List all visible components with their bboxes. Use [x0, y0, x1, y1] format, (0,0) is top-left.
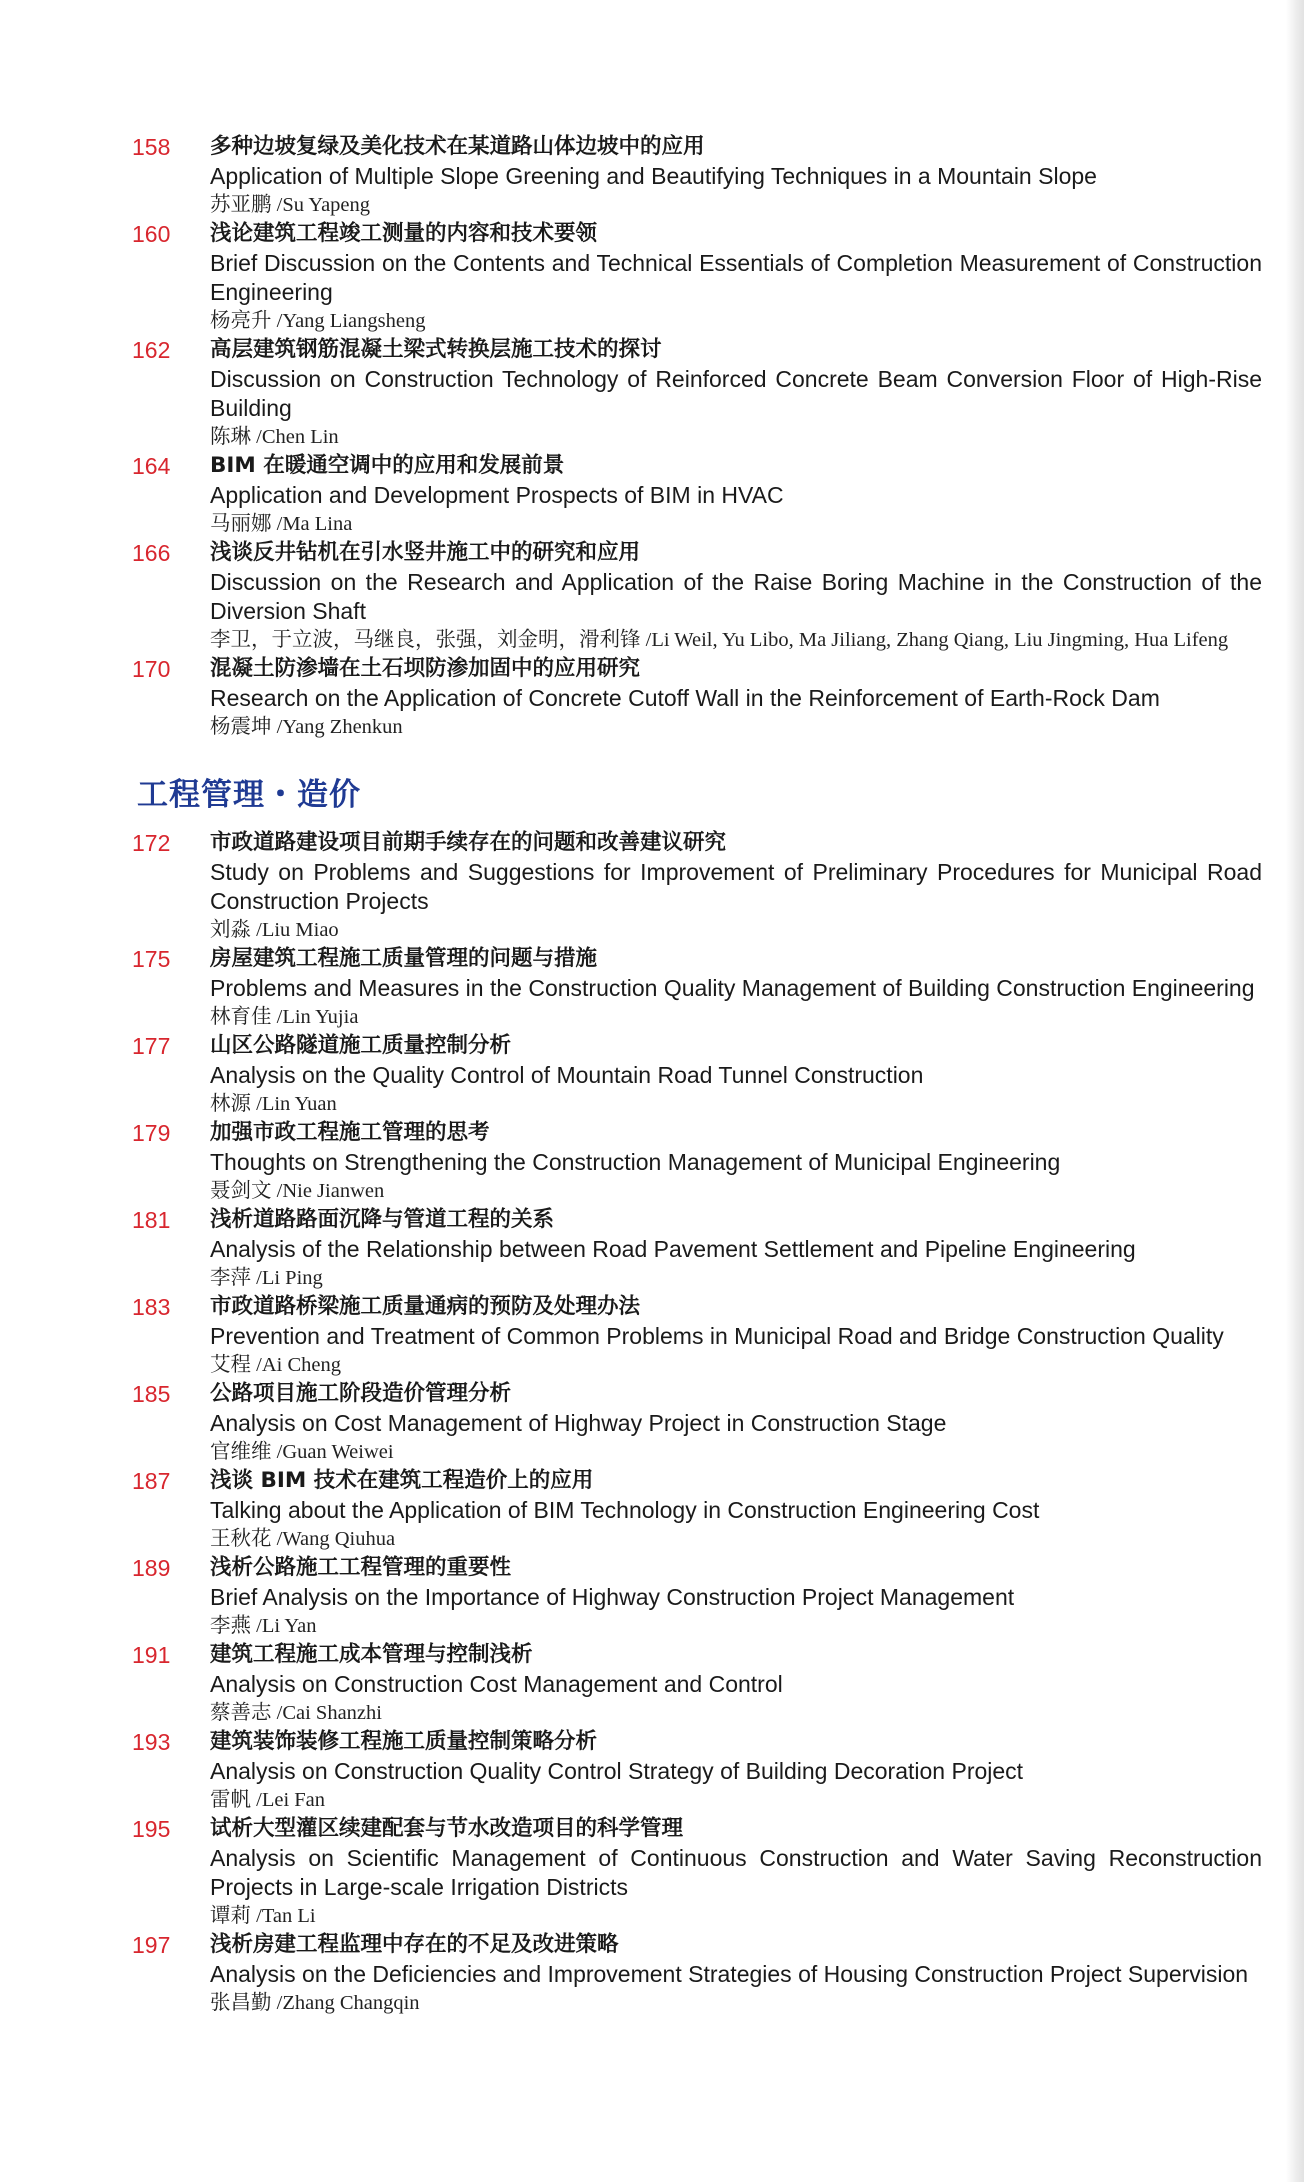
author-line: 苏亚鹏 /Su Yapeng — [210, 194, 371, 216]
toc-entry[interactable] — [132, 219, 1266, 335]
toc-entry[interactable] — [132, 1118, 1266, 1205]
page-number: 195 — [132, 1816, 171, 1842]
author-line: 林源 /Lin Yuan — [210, 1093, 337, 1115]
english-title: Brief Analysis on the Importance of Highway Construction Project Management — [210, 1584, 1015, 1610]
toc-entry[interactable] — [132, 538, 1266, 654]
english-title: Analysis on the Quality Control of Mountain Road Tunnel Construction — [210, 1062, 924, 1088]
author-line: 雷帆 /Lei Fan — [210, 1789, 326, 1811]
english-title: Application of Multiple Slope Greening and Beautifying Techniques in a Mountain Slope — [210, 163, 1097, 189]
english-title: Application and Development Prospects of BIM in HVAC — [210, 482, 784, 508]
chinese-title: 高层建筑钢筋混凝土梁式转换层施工技术的探讨 — [210, 337, 662, 362]
author-line: 李卫，于立波，马继良，张强，刘金明，滑利锋 /Li Weil, Yu Libo, Ma Jiliang, Zhang Qiang, Liu Jingming, Hua Lifeng — [210, 629, 1229, 651]
chinese-title: 房屋建筑工程施工质量管理的问题与措施 — [210, 946, 598, 971]
author-line: 李萍 /Li Ping — [210, 1267, 323, 1289]
author-line: 聂剑文 /Nie Jianwen — [210, 1180, 385, 1202]
toc-entry[interactable] — [132, 1814, 1266, 1930]
section-heading: 工程管理・造价 — [137, 777, 361, 813]
page-number: 181 — [132, 1207, 171, 1233]
chinese-title: 多种边坡复绿及美化技术在某道路山体边坡中的应用 — [210, 134, 705, 159]
page-number: 175 — [132, 946, 171, 972]
page-number: 187 — [132, 1468, 171, 1494]
chinese-title: 混凝土防渗墙在土石坝防渗加固中的应用研究 — [210, 656, 641, 681]
chinese-title: 市政道路建设项目前期手续存在的问题和改善建议研究 — [210, 830, 727, 855]
page-number: 185 — [132, 1381, 171, 1407]
english-title: Prevention and Treatment of Common Problems in Municipal Road and Bridge Construction Quality — [210, 1323, 1224, 1349]
page-number: 170 — [132, 656, 171, 682]
toc-entry[interactable] — [132, 1930, 1266, 2017]
table-of-contents — [132, 132, 1266, 2017]
toc-entry[interactable] — [132, 1466, 1266, 1553]
english-title: Talking about the Application of BIM Technology in Construction Engineering Cost — [210, 1497, 1040, 1523]
chinese-title: 浅谈 BIM 技术在建筑工程造价上的应用 — [210, 1468, 594, 1493]
author-line: 蔡善志 /Cai Shanzhi — [210, 1702, 382, 1724]
english-title: Discussion on Construction Technology of Reinforced Concrete Beam Conversion Floor of High-Rise Building — [210, 366, 1262, 421]
english-title: Research on the Application of Concrete Cutoff Wall in the Reinforcement of Earth-Rock Dam — [210, 685, 1160, 711]
author-line: 林育佳 /Lin Yujia — [210, 1006, 359, 1028]
chinese-title: 公路项目施工阶段造价管理分析 — [210, 1381, 512, 1406]
author-line: 李燕 /Li Yan — [210, 1615, 317, 1637]
english-title: Discussion on the Research and Application of the Raise Boring Machine in the Construction of the Diversion Shaft — [210, 569, 1262, 624]
page-number: 158 — [132, 134, 171, 160]
author-line: 张昌勤 /Zhang Changqin — [210, 1992, 420, 2014]
author-line: 杨亮升 /Yang Liangsheng — [210, 310, 426, 332]
toc-entry[interactable] — [132, 335, 1266, 451]
author-line: 王秋花 /Wang Qiuhua — [210, 1528, 396, 1550]
chinese-title: BIM 在暖通空调中的应用和发展前景 — [210, 453, 565, 478]
page-number: 179 — [132, 1120, 171, 1146]
page-number: 166 — [132, 540, 171, 566]
chinese-title: 建筑工程施工成本管理与控制浅析 — [210, 1642, 533, 1667]
chinese-title: 浅析公路施工工程管理的重要性 — [210, 1555, 512, 1580]
english-title: Analysis on Scientific Management of Continuous Construction and Water Saving Reconstruction Projects in Large-scale Irrigation Districts — [210, 1845, 1262, 1900]
chinese-title: 市政道路桥梁施工质量通病的预防及处理办法 — [210, 1294, 641, 1319]
toc-entry[interactable] — [132, 654, 1266, 741]
english-title: Problems and Measures in the Construction Quality Management of Building Construction Engineering — [210, 975, 1255, 1001]
toc-entry[interactable] — [132, 1553, 1266, 1640]
page-number: 164 — [132, 453, 171, 479]
chinese-title: 加强市政工程施工管理的思考 — [210, 1120, 490, 1145]
toc-entry[interactable] — [132, 451, 1266, 538]
chinese-title: 浅析道路路面沉降与管道工程的关系 — [210, 1207, 555, 1232]
toc-entry[interactable] — [132, 1205, 1266, 1292]
page-number: 197 — [132, 1932, 171, 1958]
page-number: 189 — [132, 1555, 171, 1581]
toc-entry[interactable] — [132, 1031, 1266, 1118]
english-title: Study on Problems and Suggestions for Improvement of Preliminary Procedures for Municipal Road Construction Projects — [210, 859, 1262, 914]
author-line: 杨震坤 /Yang Zhenkun — [210, 716, 403, 738]
author-line: 陈琳 /Chen Lin — [210, 426, 339, 448]
chinese-title: 浅论建筑工程竣工测量的内容和技术要领 — [210, 221, 598, 246]
page-number: 177 — [132, 1033, 171, 1059]
page-edge-shadow — [1286, 0, 1304, 2182]
english-title: Analysis of the Relationship between Road Pavement Settlement and Pipeline Engineering — [210, 1236, 1136, 1262]
author-line: 官维维 /Guan Weiwei — [210, 1441, 394, 1463]
toc-entry[interactable] — [132, 132, 1266, 219]
author-line: 马丽娜 /Ma Lina — [210, 513, 353, 535]
author-line: 艾程 /Ai Cheng — [210, 1354, 341, 1376]
toc-entry[interactable] — [132, 1379, 1266, 1466]
chinese-title: 浅谈反井钻机在引水竖井施工中的研究和应用 — [210, 540, 641, 565]
toc-entry[interactable] — [132, 828, 1266, 944]
toc-entry[interactable] — [132, 1640, 1266, 1727]
chinese-title: 建筑装饰装修工程施工质量控制策略分析 — [210, 1729, 598, 1754]
chinese-title: 山区公路隧道施工质量控制分析 — [210, 1033, 512, 1058]
page-number: 191 — [132, 1642, 171, 1668]
page-number: 160 — [132, 221, 171, 247]
author-line: 谭莉 /Tan Li — [210, 1905, 316, 1927]
chinese-title: 浅析房建工程监理中存在的不足及改进策略 — [210, 1932, 619, 1957]
author-line: 刘淼 /Liu Miao — [210, 919, 339, 941]
english-title: Analysis on Construction Quality Control Strategy of Building Decoration Project — [210, 1758, 1024, 1784]
toc-entry[interactable] — [132, 1727, 1266, 1814]
english-title: Brief Discussion on the Contents and Technical Essentials of Completion Measurement of Construction Engineering — [210, 250, 1262, 305]
english-title: Analysis on Cost Management of Highway Project in Construction Stage — [210, 1410, 947, 1436]
page-number: 193 — [132, 1729, 171, 1755]
english-title: Analysis on Construction Cost Management and Control — [210, 1671, 783, 1697]
page-number: 172 — [132, 830, 171, 856]
english-title: Thoughts on Strengthening the Construction Management of Municipal Engineering — [210, 1149, 1061, 1175]
toc-entry[interactable] — [132, 944, 1266, 1031]
chinese-title: 试析大型灌区续建配套与节水改造项目的科学管理 — [210, 1816, 684, 1841]
page-number: 183 — [132, 1294, 171, 1320]
english-title: Analysis on the Deficiencies and Improvement Strategies of Housing Construction Project Supervision — [210, 1961, 1249, 1987]
page-number: 162 — [132, 337, 171, 363]
toc-entry[interactable] — [132, 1292, 1266, 1379]
